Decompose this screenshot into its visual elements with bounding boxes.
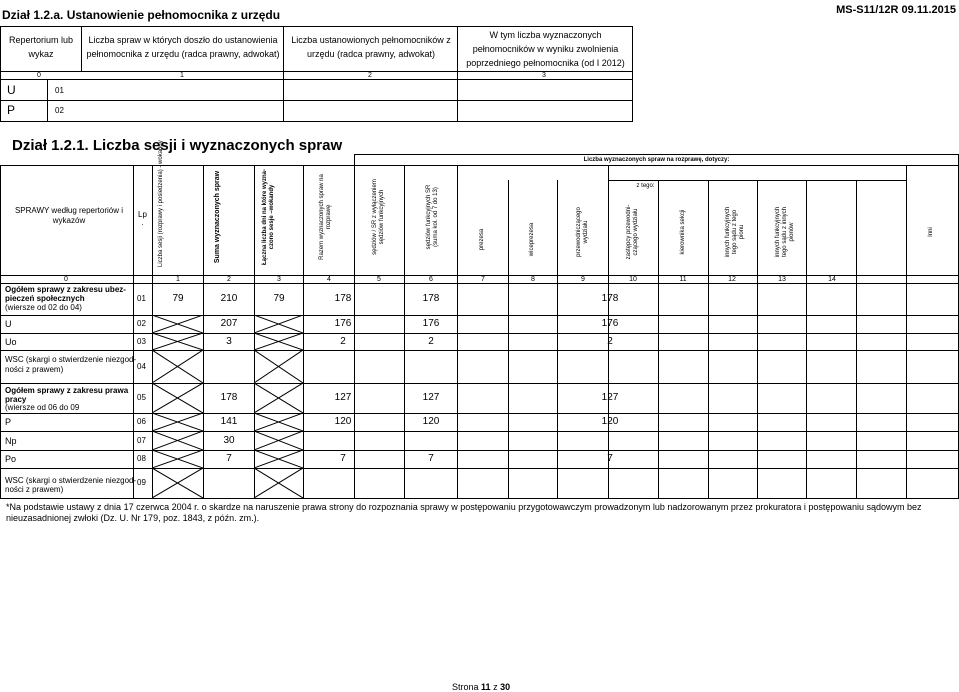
cell-value: 7	[226, 453, 232, 464]
row-label-r5b: pracy	[5, 395, 27, 404]
crossed-cell	[254, 383, 303, 413]
col-header-kierownika	[680, 197, 687, 267]
col-header-lp-dot: .	[141, 218, 144, 227]
crossed-cell	[254, 413, 303, 431]
col-header-liczba-sesji	[158, 140, 165, 267]
cell-value: 7	[607, 453, 613, 464]
cell-value: 176	[601, 318, 619, 329]
cell-value: 127	[334, 392, 352, 403]
form-code: MS-S11/12R 09.11.2015	[836, 4, 956, 16]
col-header-wiceprezesa-text: wiceprezesa	[529, 222, 535, 257]
crossed-cell	[152, 431, 203, 450]
top-row-lp-02: 02	[55, 106, 64, 115]
row-lp: 02	[137, 319, 146, 328]
row-label-u: U	[5, 319, 12, 329]
cell-value: 207	[220, 318, 238, 329]
col-header-laczna-liczba-dni	[262, 167, 276, 267]
crossed-cell	[152, 383, 203, 413]
cell-value: 178	[334, 293, 352, 304]
crossed-cell	[152, 450, 203, 468]
cell-value: 7	[340, 453, 346, 464]
row-lp: 09	[137, 478, 146, 487]
cell-value: 176	[334, 318, 352, 329]
section-title-1-2-1: Dział 1.2.1. Liczba sesji i wyznaczonych spraw	[12, 137, 343, 154]
col-header-c6a: sędziów funkcyjnych SR	[426, 184, 432, 250]
cell-value: 2	[340, 336, 346, 347]
crossed-cell	[254, 333, 303, 350]
col-header-razem	[319, 167, 333, 267]
col-header-sedziow-sr	[372, 167, 386, 267]
row-label-r4a: WSC (skargi o stwierdzenie niezgod-	[5, 355, 137, 364]
column-number-12: 12	[728, 276, 736, 283]
col-header-prezesa	[479, 212, 486, 267]
row-label-r1c: (wiersze od 02 do 04)	[5, 303, 82, 312]
column-number-7: 7	[481, 276, 485, 283]
cell-value: 79	[273, 293, 285, 304]
col-header-przewodniczacego	[576, 197, 590, 267]
page-prefix: Strona	[452, 682, 479, 692]
column-number-9: 9	[581, 276, 585, 283]
col-header-c9b: wydziału	[583, 220, 589, 244]
col-header-c10b: czącego wydziału	[633, 208, 639, 256]
col-header-suma-text: Suma wyznaczonych spraw	[214, 170, 221, 264]
row-lp: 01	[137, 294, 146, 303]
row-label-r9b: ności z prawem)	[5, 485, 64, 494]
column-number-3: 3	[277, 276, 281, 283]
cell-value: 30	[223, 435, 235, 446]
crossed-cell	[254, 315, 303, 333]
col-header-liczba-sesji-text: Liczba sesji (rozprawy i posiedzenia) - wokandy	[158, 140, 164, 267]
cell-value: 120	[601, 416, 619, 427]
column-number-10: 10	[629, 276, 637, 283]
col-header-c6b: (suma kol. od 7 do 13)	[433, 187, 439, 247]
top-col-number-1: 1	[180, 72, 184, 79]
col-header-c13a: innych funkcyjnych	[775, 206, 781, 258]
cell-value: 3	[226, 336, 232, 347]
col-header-suma	[214, 167, 222, 267]
row-label-np: Np	[5, 436, 17, 446]
row-label-r5c: (wiersze od 06 do 09	[5, 403, 80, 412]
cell-value: 120	[334, 416, 352, 427]
row-lp: 07	[137, 436, 146, 445]
col-header-c3a: Łączna liczba dni na które wyzna-	[262, 168, 268, 266]
top-row-label-p: P	[7, 103, 16, 117]
row-lp: 06	[137, 417, 146, 426]
col-header-lp: Lp	[138, 210, 147, 219]
col-header-c4a: Razem wyznaczonych spraw na	[319, 174, 325, 260]
cell-value: 178	[601, 293, 619, 304]
cell-value: 120	[422, 416, 440, 427]
row-lp: 08	[137, 454, 146, 463]
row-label-r5a: Ogółem sprawy z zakresu prawa	[5, 386, 129, 395]
col-header-zastepcy	[626, 197, 640, 267]
row-label-p: P	[5, 417, 12, 427]
col-header-c4b: rozprawę	[326, 204, 332, 230]
cell-value: 79	[172, 293, 184, 304]
crossed-cell	[254, 468, 303, 498]
crossed-cell	[152, 315, 203, 333]
crossed-cell	[254, 431, 303, 450]
top-col-header-liczba-spraw: Liczba spraw w których doszło do ustanowienia pełnomocnika z urzędu (radca prawny, adwokat)	[86, 35, 280, 59]
page-total: 30	[500, 682, 511, 692]
row-label-uo: Uo	[5, 337, 17, 347]
top-row-label-u: U	[7, 83, 16, 97]
column-number-2: 2	[227, 276, 231, 283]
column-number-14: 14	[828, 276, 836, 283]
col-header-c12a: innych funkcyjnych	[725, 206, 731, 258]
cell-value: 178	[422, 293, 440, 304]
column-number-8: 8	[531, 276, 535, 283]
crossed-cell	[152, 468, 203, 498]
col-header-c9a: przewodniczącego	[576, 207, 582, 257]
row-lp: 05	[137, 393, 146, 402]
col-header-prezesa-text: prezesa	[479, 228, 485, 251]
crossed-cell	[152, 333, 203, 350]
col-header-c12b: tego sądu z tego	[732, 209, 738, 255]
crossed-cell	[254, 450, 303, 468]
col-header-innych-funkcyjnych-pionu	[725, 197, 746, 267]
col-header-kierownika-text: kierownika sekcji	[680, 209, 686, 255]
top-col-number-2: 2	[368, 72, 372, 79]
crossed-cell	[254, 350, 303, 383]
footnote: *Na podstawie ustawy z dnia 17 czerwca 2004 r. o skardze na naruszenie prawa strony do rozpoznania sprawy w postępowaniu przygotowawczym prowadzonym lub nadzorowanym przez prokuratora i postępowaniu sądowym bez nieuzasadnionej zwłoki (Dz. U. Nr 179, poz. 1843, z późn. zm.).	[6, 502, 922, 523]
column-number-4: 4	[327, 276, 331, 283]
crossed-cell	[152, 350, 203, 383]
col-header-c10a: zastępcy przewodni-	[626, 204, 632, 260]
top-col-header-w-tym: W tym liczba wyznaczonych pełnomocników w wyniku zwolnienia poprzedniego pełnomocnika (od I 2012)	[466, 30, 625, 68]
row-lp: 04	[137, 362, 146, 371]
row-lp: 03	[137, 337, 146, 346]
column-number-0: 0	[64, 276, 68, 283]
page-current: 11	[481, 682, 491, 692]
column-number-5: 5	[377, 276, 381, 283]
subgroup-header-z-tego: z tego:	[636, 183, 655, 189]
section-title-1-2-a: Dział 1.2.a. Ustanowienie pełnomocnika z urzędu	[2, 8, 281, 22]
top-col-header-liczba-ustanowionych: Liczba ustanowionych pełnomocników z urzędu (radca prawny, adwokat)	[291, 35, 451, 59]
col-header-c13b: tego sądu z innych	[782, 206, 788, 258]
row-label-po: Po	[5, 454, 17, 464]
group-header-wyznaczonych: Liczba wyznaczonych spraw na rozprawę, dotyczy:	[583, 157, 730, 163]
cell-value: 141	[220, 416, 238, 427]
column-number-6: 6	[429, 276, 433, 283]
cell-value: 7	[428, 453, 434, 464]
col-header-c12c: pionu	[739, 224, 745, 240]
col-header-c5a: sędziów / SR z wyłączeniem	[372, 179, 378, 255]
column-number-13: 13	[778, 276, 786, 283]
col-header-sprawy: SPRAWY według repertoriów i wykazów	[14, 206, 124, 225]
col-header-sedziow-funkcyjnych	[426, 167, 440, 267]
row-label-r1a: Ogółem sprawy z zakresu ubez-	[5, 285, 126, 294]
row-label-r1b: pieczeń społecznych	[5, 294, 85, 303]
col-header-c3b: czono sesje –wokandy	[269, 184, 275, 250]
cell-value: 178	[220, 392, 238, 403]
column-number-11: 11	[679, 276, 687, 283]
cell-value: 176	[422, 318, 440, 329]
col-header-innych-funkcyjnych-pionow	[775, 197, 796, 267]
cell-value: 127	[422, 392, 440, 403]
row-label-r9a: WSC (skargi o stwierdzenie niezgod-	[5, 476, 137, 485]
top-col-number-3: 3	[542, 72, 546, 79]
cell-value: 127	[601, 392, 619, 403]
cell-value: 210	[220, 293, 238, 304]
col-header-c5b: sędziów funkcyjnych	[379, 189, 385, 245]
page-middle: z	[493, 682, 498, 692]
col-header-c13c: pionów	[789, 222, 795, 242]
top-col-number-0: 0	[37, 72, 41, 79]
crossed-cell	[152, 413, 203, 431]
column-number-1: 1	[176, 276, 180, 283]
top-row-lp-01: 01	[55, 86, 64, 95]
row-label-r4b: ności z prawem)	[5, 365, 64, 374]
col-header-inni	[928, 197, 935, 267]
col-header-wiceprezesa	[529, 212, 536, 267]
col-header-inni-text: Inni	[928, 227, 934, 237]
top-col-header-repertorium: Repertorium lub wykaz	[8, 35, 74, 59]
cell-value: 2	[428, 336, 434, 347]
cell-value: 2	[607, 336, 613, 347]
